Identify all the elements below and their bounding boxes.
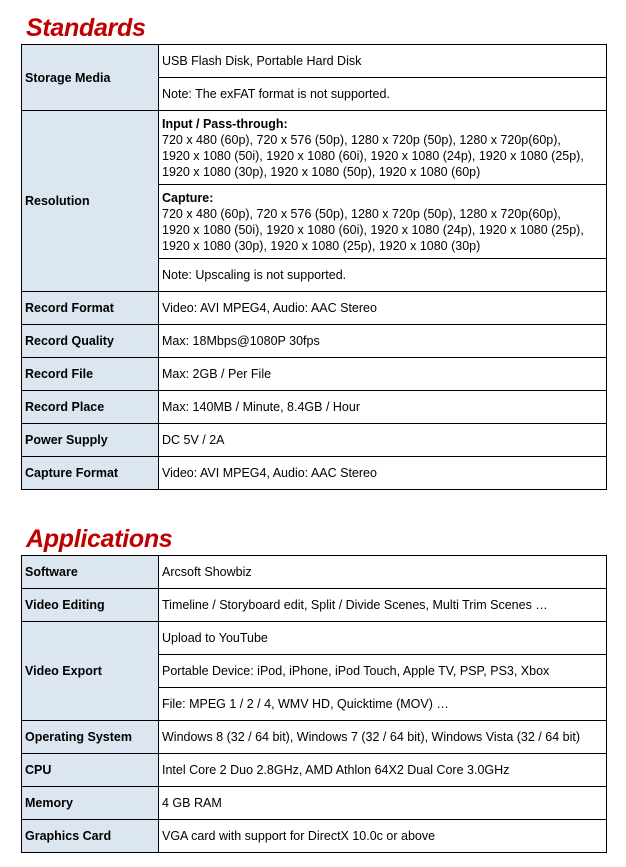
memory-value: 4 GB RAM: [159, 787, 607, 820]
software-value: Arcsoft Showbiz: [159, 556, 607, 589]
table-row: [22, 325, 607, 358]
record-quality-label: Record Quality: [22, 325, 159, 358]
capture-format-label: Capture Format: [22, 457, 159, 490]
table-row: [22, 391, 607, 424]
table-row: [22, 721, 607, 754]
power-supply-value: DC 5V / 2A: [159, 424, 607, 457]
table-row: [22, 589, 607, 622]
standards-table: [21, 44, 607, 490]
record-place-value: Max: 140MB / Minute, 8.4GB / Hour: [159, 391, 607, 424]
table-row: [22, 457, 607, 490]
table-row: [22, 622, 607, 655]
resolution-input-line: 720 x 480 (60p), 720 x 576 (50p), 1280 x 720p (50p), 1280 x 720p(60p),: [162, 132, 561, 147]
table-row: [22, 556, 607, 589]
table-row: [22, 292, 607, 325]
record-format-label: Record Format: [22, 292, 159, 325]
table-row: [22, 820, 607, 853]
table-row: [22, 754, 607, 787]
resolution-label: Resolution: [22, 111, 159, 292]
video-export-label: Video Export: [22, 622, 159, 721]
applications-heading: Applications: [26, 525, 173, 553]
resolution-input-heading: Input / Pass-through:: [162, 116, 288, 131]
resolution-capture-cell: [159, 185, 607, 259]
record-quality-value: Max: 18Mbps@1080P 30fps: [159, 325, 607, 358]
resolution-capture-line: 1920 x 1080 (30p), 1920 x 1080 (25p), 1920 x 1080 (30p): [162, 238, 481, 253]
capture-format-value: Video: AVI MPEG4, Audio: AAC Stereo: [159, 457, 607, 490]
operating-system-label: Operating System: [22, 721, 159, 754]
storage-media-label: Storage Media: [22, 45, 159, 111]
table-row: [22, 787, 607, 820]
resolution-input-line: 1920 x 1080 (50i), 1920 x 1080 (60i), 1920 x 1080 (24p), 1920 x 1080 (25p),: [162, 148, 584, 163]
storage-media-note: Note: The exFAT format is not supported.: [159, 78, 607, 111]
resolution-capture-heading: Capture:: [162, 190, 214, 205]
applications-table: [21, 555, 607, 853]
table-row: [22, 111, 607, 185]
video-export-youtube: Upload to YouTube: [159, 622, 607, 655]
video-export-portable: Portable Device: iPod, iPhone, iPod Touch, Apple TV, PSP, PS3, Xbox: [159, 655, 607, 688]
video-export-file: File: MPEG 1 / 2 / 4, WMV HD, Quicktime (MOV) …: [159, 688, 607, 721]
resolution-capture-line: 1920 x 1080 (50i), 1920 x 1080 (60i), 1920 x 1080 (24p), 1920 x 1080 (25p),: [162, 222, 584, 237]
operating-system-value: Windows 8 (32 / 64 bit), Windows 7 (32 / 64 bit), Windows Vista (32 / 64 bit): [159, 721, 607, 754]
cpu-value: Intel Core 2 Duo 2.8GHz, AMD Athlon 64X2 Dual Core 3.0GHz: [159, 754, 607, 787]
power-supply-label: Power Supply: [22, 424, 159, 457]
graphics-card-label: Graphics Card: [22, 820, 159, 853]
record-file-label: Record File: [22, 358, 159, 391]
video-editing-value: Timeline / Storyboard edit, Split / Divide Scenes, Multi Trim Scenes …: [159, 589, 607, 622]
cpu-label: CPU: [22, 754, 159, 787]
record-format-value: Video: AVI MPEG4, Audio: AAC Stereo: [159, 292, 607, 325]
software-label: Software: [22, 556, 159, 589]
storage-media-value: USB Flash Disk, Portable Hard Disk: [159, 45, 607, 78]
table-row: [22, 424, 607, 457]
resolution-input-line: 1920 x 1080 (30p), 1920 x 1080 (50p), 1920 x 1080 (60p): [162, 164, 481, 179]
graphics-card-value: VGA card with support for DirectX 10.0c or above: [159, 820, 607, 853]
resolution-input-cell: [159, 111, 607, 185]
memory-label: Memory: [22, 787, 159, 820]
record-place-label: Record Place: [22, 391, 159, 424]
standards-heading: Standards: [26, 14, 146, 42]
resolution-note: Note: Upscaling is not supported.: [159, 259, 607, 292]
table-row: [22, 45, 607, 78]
resolution-capture-line: 720 x 480 (60p), 720 x 576 (50p), 1280 x 720p (50p), 1280 x 720p(60p),: [162, 206, 561, 221]
table-row: [22, 358, 607, 391]
video-editing-label: Video Editing: [22, 589, 159, 622]
record-file-value: Max: 2GB / Per File: [159, 358, 607, 391]
